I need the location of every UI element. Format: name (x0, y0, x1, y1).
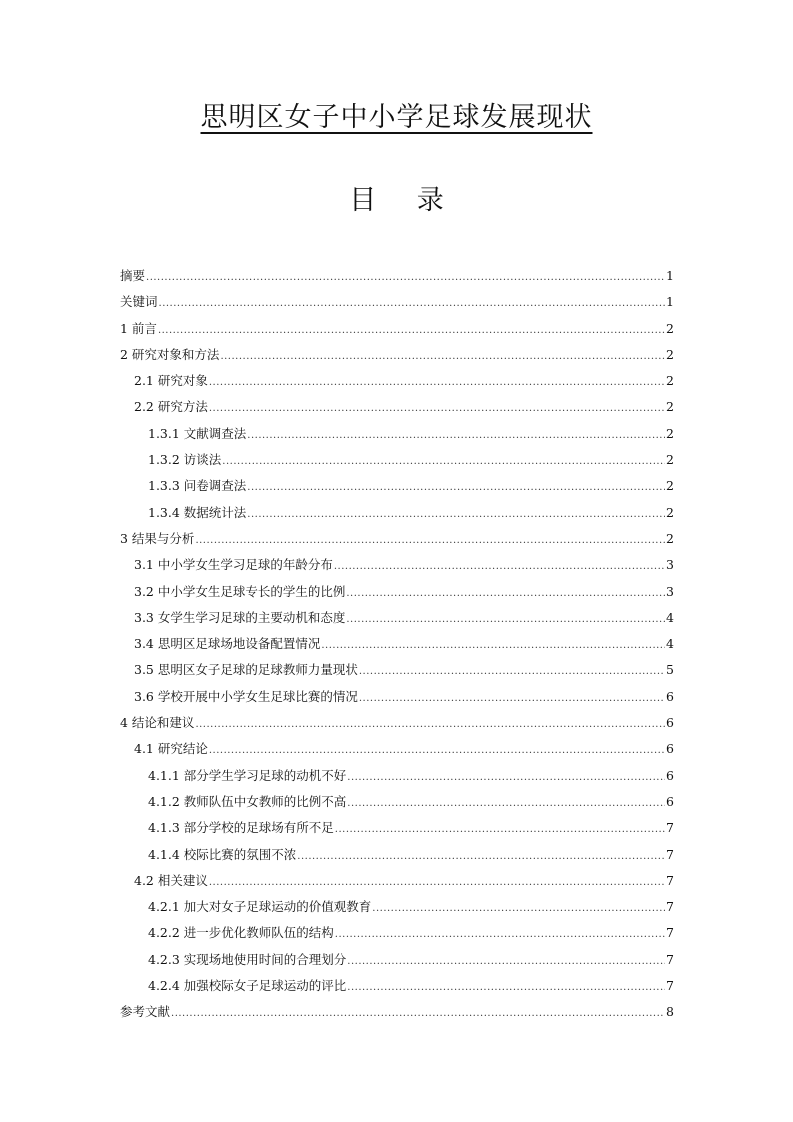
toc-entry-label: 3.5 思明区女子足球的足球教师力量现状 (134, 662, 358, 678)
toc-leader (359, 686, 665, 712)
toc-entry[interactable] (120, 815, 674, 841)
toc-entry-label: 4.2 相关建议 (134, 872, 208, 888)
toc-leader (222, 449, 665, 475)
toc-entry-page: 8 (666, 1004, 674, 1020)
toc-entry[interactable] (120, 789, 674, 815)
toc-entry-label: 关键词 (120, 294, 158, 310)
toc-entry[interactable] (120, 263, 674, 289)
toc-entry-page: 2 (666, 373, 674, 389)
toc-leader (372, 896, 665, 922)
toc-entry[interactable] (120, 394, 674, 420)
toc-leader (297, 844, 665, 870)
toc-entry[interactable] (120, 631, 674, 657)
toc-entry-page: 6 (666, 767, 674, 783)
toc-entry[interactable] (120, 842, 674, 868)
toc-leader (247, 475, 665, 501)
toc-entry-page: 7 (666, 820, 674, 836)
toc-entry-page: 7 (666, 951, 674, 967)
toc-entry-page: 4 (666, 609, 674, 625)
toc-leader (247, 502, 665, 528)
document-title-text: 思明区女子中小学足球发展现状 (200, 102, 593, 133)
toc-entry-page: 1 (666, 268, 674, 283)
toc-entry[interactable] (120, 868, 674, 894)
toc-entry-page: 2 (666, 346, 674, 362)
toc-entry[interactable] (120, 684, 674, 710)
toc-entry-label: 3.6 学校开展中小学女生足球比赛的情况 (134, 688, 358, 704)
toc-entry[interactable] (120, 763, 674, 789)
toc-entry[interactable] (120, 710, 674, 736)
toc-entry-label: 2.1 研究对象 (134, 373, 208, 389)
toc-entry-label: 2.2 研究方法 (134, 399, 208, 415)
toc-leader (335, 817, 665, 843)
toc-entry[interactable] (120, 289, 674, 315)
toc-leader (220, 344, 665, 370)
toc-leader (209, 738, 665, 764)
toc-entry-page: 2 (666, 399, 674, 415)
toc-entry-page: 2 (666, 478, 674, 494)
toc-entry-label: 1 前言 (120, 320, 157, 336)
toc-entry-page: 3 (666, 583, 674, 599)
toc-entry-page: 7 (666, 978, 674, 994)
toc-entry-label: 1.3.1 文献调查法 (148, 425, 247, 441)
toc-entry-label: 4.2.4 加强校际女子足球运动的评比 (148, 978, 347, 994)
toc-leader (171, 1001, 665, 1027)
toc-heading: 目 录 (349, 185, 460, 216)
toc-entry-page: 2 (666, 530, 674, 546)
toc-entry-page: 6 (666, 688, 674, 704)
document-title (0, 98, 793, 138)
toc-entry[interactable] (120, 973, 674, 999)
toc-entry-label: 3.2 中小学女生足球专长的学生的比例 (134, 583, 346, 599)
toc-entry-page: 6 (666, 741, 674, 757)
toc-entry-label: 4.2.1 加大对女子足球运动的价值观教育 (148, 899, 372, 915)
toc-entry[interactable] (120, 552, 674, 578)
toc-entry-page: 7 (666, 872, 674, 888)
toc-leader (209, 870, 665, 896)
toc-leader (158, 318, 665, 344)
toc-entry[interactable] (120, 447, 674, 473)
toc-leader (209, 396, 665, 422)
toc-leader (195, 712, 665, 738)
toc-entry-page: 4 (666, 636, 674, 652)
toc-leader (159, 291, 666, 317)
toc-entry[interactable] (120, 657, 674, 683)
toc-entry-page: 2 (666, 425, 674, 441)
toc-leader (347, 765, 665, 791)
toc-entry[interactable] (120, 421, 674, 447)
toc-entry[interactable] (120, 500, 674, 526)
toc-leader (346, 607, 665, 633)
toc-leader (335, 922, 665, 948)
toc-entry-label: 1.3.3 问卷调查法 (148, 478, 247, 494)
toc-leader (347, 949, 665, 975)
toc-entry-label: 摘要 (120, 268, 146, 283)
toc-entry-label: 4.2.2 进一步优化教师队伍的结构 (148, 925, 334, 941)
toc-entry-label: 1.3.2 访谈法 (148, 452, 222, 468)
toc-leader (321, 633, 665, 659)
toc-entry-label: 参考文献 (120, 1004, 171, 1020)
toc-entry[interactable] (120, 999, 674, 1025)
toc-entry-label: 4.1.4 校际比赛的氛围不浓 (148, 846, 297, 862)
toc-entry-label: 3 结果与分析 (120, 530, 195, 546)
toc-entry[interactable] (120, 316, 674, 342)
toc-entry-label: 4 结论和建议 (120, 715, 195, 731)
toc-leader (209, 370, 665, 396)
toc-entry-page: 7 (666, 925, 674, 941)
toc-entry-page: 7 (666, 846, 674, 862)
toc-entry-page: 6 (666, 715, 674, 731)
toc-entry-page: 5 (666, 662, 674, 678)
toc-entry-label: 4.1.2 教师队伍中女教师的比例不高 (148, 793, 347, 809)
toc-leader (359, 659, 665, 685)
toc-leader (347, 791, 665, 817)
toc-entry[interactable] (120, 579, 674, 605)
toc-entry-label: 4.1.3 部分学校的足球场有所不足 (148, 820, 334, 836)
toc-leader (146, 265, 665, 291)
toc-leader (195, 528, 665, 554)
toc-entry[interactable] (120, 947, 674, 973)
toc-entry-page: 1 (666, 294, 674, 310)
toc-entry-label: 4.1 研究结论 (134, 741, 208, 757)
toc-entry[interactable] (120, 342, 674, 368)
toc-entry-page: 7 (666, 899, 674, 915)
toc-entry-label: 4.2.3 实现场地使用时间的合理划分 (148, 951, 347, 967)
toc-entry[interactable] (120, 605, 674, 631)
toc-entry-label: 3.3 女学生学习足球的主要动机和态度 (134, 609, 346, 625)
toc-entry-label: 3.4 思明区足球场地设备配置情况 (134, 636, 321, 652)
toc-entry[interactable] (120, 736, 674, 762)
table-of-contents (120, 263, 674, 1026)
toc-leader (347, 975, 665, 1001)
toc-entry[interactable] (120, 894, 674, 920)
toc-leader (346, 581, 665, 607)
toc-entry-page: 2 (666, 320, 674, 336)
toc-entry-label: 4.1.1 部分学生学习足球的动机不好 (148, 767, 347, 783)
toc-entry-page: 6 (666, 793, 674, 809)
toc-entry-label: 3.1 中小学女生学习足球的年龄分布 (134, 557, 333, 573)
toc-entry-label: 2 研究对象和方法 (120, 346, 220, 362)
toc-entry-label: 1.3.4 数据统计法 (148, 504, 247, 520)
toc-entry[interactable] (120, 920, 674, 946)
toc-entry-page: 2 (666, 504, 674, 520)
toc-entry[interactable] (120, 368, 674, 394)
toc-leader (334, 554, 665, 580)
toc-entry-page: 2 (666, 452, 674, 468)
toc-entry-page: 3 (666, 557, 674, 573)
toc-leader (247, 423, 665, 449)
toc-entry[interactable] (120, 526, 674, 552)
toc-entry[interactable] (120, 473, 674, 499)
